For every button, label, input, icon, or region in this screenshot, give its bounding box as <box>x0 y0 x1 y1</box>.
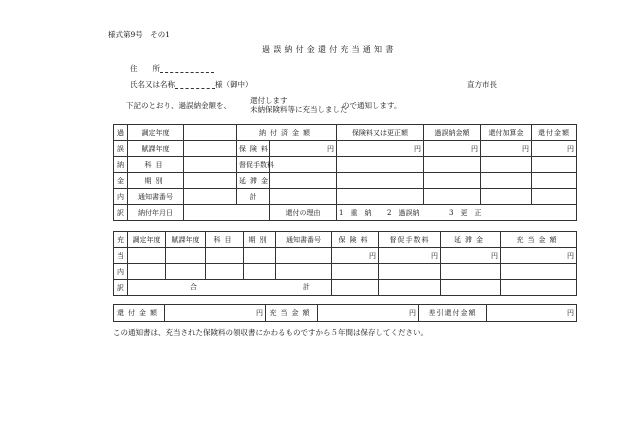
intro-option-appropriate: 未納保険料等に充当しました <box>250 105 348 114</box>
intro-prefix: 下記のとおり、過誤納金額を、 <box>126 101 231 110</box>
col-header: 調定年度 <box>128 232 166 248</box>
row-label: 期別 <box>128 173 184 189</box>
cell <box>332 264 379 280</box>
reason-option: 1 重 納 <box>339 208 372 217</box>
cell <box>276 248 332 264</box>
cell <box>441 280 501 296</box>
cell <box>166 264 206 280</box>
refund-amount-value: 円 <box>165 305 266 322</box>
cell <box>424 173 481 189</box>
cell <box>501 264 577 280</box>
cell <box>337 157 424 173</box>
net-refund-label: 差引還付金額 <box>419 305 487 322</box>
row-label: 通知書番号 <box>128 189 184 205</box>
cell <box>337 173 424 189</box>
sub-label: 延滞金 <box>237 173 270 189</box>
yen-cell: 円 <box>532 141 577 157</box>
table-row <box>114 125 577 141</box>
total-prefix: 合 <box>190 283 197 291</box>
total-suffix: 計 <box>303 283 310 291</box>
sub-label: 督促手数料 <box>237 157 270 173</box>
address-blank <box>160 65 214 73</box>
side-label: 納 <box>114 157 128 173</box>
cell <box>206 264 244 280</box>
cell <box>532 157 577 173</box>
table-row <box>114 173 577 189</box>
net-refund-value: 円 <box>487 305 577 322</box>
row-label: 科目 <box>128 157 184 173</box>
sub-label: 保険料 <box>237 141 270 157</box>
form-number: 様式第9号 その1 <box>108 30 171 39</box>
row-label: 納付年月日 <box>128 205 184 221</box>
summary-table <box>113 304 577 322</box>
table-row <box>114 205 577 221</box>
yen-cell: 円 <box>441 248 501 264</box>
reason-option: 3 更 正 <box>449 208 482 217</box>
table-row <box>114 264 577 280</box>
cell <box>184 125 237 141</box>
col-header: 科目 <box>206 232 244 248</box>
appropriation-amount-value: 円 <box>318 305 419 322</box>
cell <box>532 189 577 205</box>
col-header: 延滞金 <box>441 232 501 248</box>
sub-label: 計 <box>237 189 270 205</box>
address-line <box>130 64 214 73</box>
appropriation-table <box>113 231 577 296</box>
yen-cell: 円 <box>337 141 424 157</box>
cell <box>270 189 337 205</box>
table-row <box>114 157 577 173</box>
cell <box>184 157 237 173</box>
side-label: 過 <box>114 125 128 141</box>
reason-options <box>337 205 577 221</box>
col-header: 通知書番号 <box>276 232 332 248</box>
cell <box>244 248 276 264</box>
cell <box>128 248 166 264</box>
side-label: 内 <box>114 189 128 205</box>
col-header: 期別 <box>244 232 276 248</box>
table-row <box>114 305 577 322</box>
side-label: 訳 <box>114 280 128 296</box>
cell <box>441 264 501 280</box>
side-label: 充 <box>114 232 128 248</box>
document-title: 過誤納付金還付充当通知書 <box>262 45 397 54</box>
intro-option-refund: 還付します <box>250 96 288 105</box>
cell <box>532 173 577 189</box>
cell <box>332 280 379 296</box>
table-row <box>114 189 577 205</box>
cell <box>481 189 532 205</box>
name-line <box>130 80 253 89</box>
cell <box>184 205 270 221</box>
cell <box>501 280 577 296</box>
cell <box>270 157 337 173</box>
col-header: 還付金額 <box>532 125 577 141</box>
row-label: 調定年度 <box>128 125 184 141</box>
appropriation-amount-label: 充当金額 <box>266 305 318 322</box>
side-label: 金 <box>114 173 128 189</box>
cell <box>128 264 166 280</box>
cell <box>184 189 237 205</box>
col-header: 納付済金額 <box>237 125 337 141</box>
cell <box>244 264 276 280</box>
name-blank <box>175 81 215 89</box>
footer-note: この通知書は、充当された保険料の領収書にかわるものですから５年間は保存してください。 <box>113 328 428 337</box>
yen-cell: 円 <box>424 141 481 157</box>
col-header: 充当金額 <box>501 232 577 248</box>
honorific: 様（御中） <box>215 80 253 89</box>
name-label: 氏名又は名称 <box>130 80 175 89</box>
cell <box>166 248 206 264</box>
table-row <box>114 232 577 248</box>
intro-suffix: ので通知します。 <box>342 101 402 110</box>
cell <box>481 173 532 189</box>
side-label: 当 <box>114 248 128 264</box>
yen-cell: 円 <box>270 141 337 157</box>
yen-cell: 円 <box>332 248 379 264</box>
yen-cell: 円 <box>379 248 441 264</box>
col-header: 還付加算金 <box>481 125 532 141</box>
col-header: 賦課年度 <box>166 232 206 248</box>
cell <box>379 264 441 280</box>
table-row <box>114 141 577 157</box>
side-label: 内 <box>114 264 128 280</box>
issuer: 直方市長 <box>467 80 497 89</box>
col-header: 保険料 <box>332 232 379 248</box>
row-label: 賦課年度 <box>128 141 184 157</box>
refund-amount-label: 還付金額 <box>114 305 165 322</box>
side-label: 誤 <box>114 141 128 157</box>
cell <box>184 173 237 189</box>
cell <box>424 157 481 173</box>
cell <box>276 264 332 280</box>
col-header: 保険料又は更正額 <box>337 125 424 141</box>
yen-cell: 円 <box>501 248 577 264</box>
col-header: 督促手数料 <box>379 232 441 248</box>
cell <box>206 248 244 264</box>
yen-cell: 円 <box>481 141 532 157</box>
reason-option: 2 過誤納 <box>387 208 420 217</box>
table-row <box>114 280 577 296</box>
overpayment-table <box>113 124 577 221</box>
total-label <box>128 280 332 296</box>
cell <box>481 157 532 173</box>
reason-label: 還付の理由 <box>270 205 337 221</box>
cell <box>337 189 424 205</box>
cell <box>379 280 441 296</box>
address-label: 住 所 <box>130 64 160 73</box>
table-row <box>114 248 577 264</box>
cell <box>270 173 337 189</box>
cell <box>184 141 237 157</box>
cell <box>424 189 481 205</box>
side-label: 訳 <box>114 205 128 221</box>
col-header: 過誤納金額 <box>424 125 481 141</box>
